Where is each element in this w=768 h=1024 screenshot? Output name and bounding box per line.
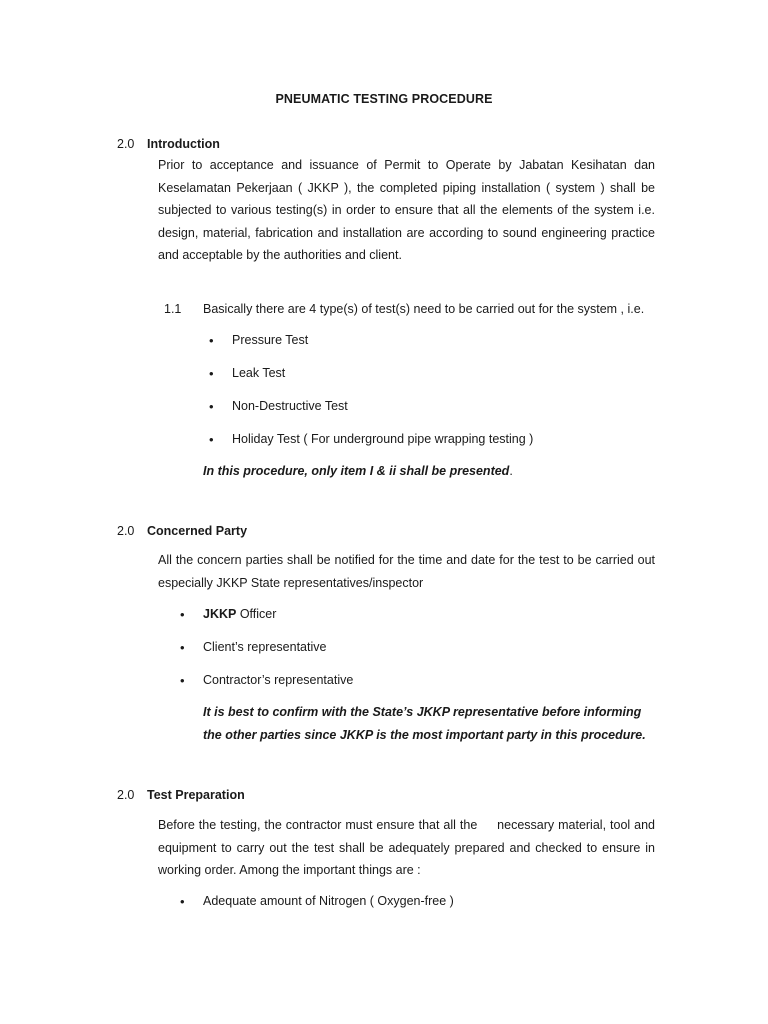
bullet-icon: •: [180, 673, 185, 688]
prep-paragraph: [158, 814, 655, 882]
bullet-icon: •: [209, 366, 214, 381]
bullet-icon: •: [209, 399, 214, 414]
bullet-icon: •: [209, 333, 214, 348]
party-line-2: especially JKKP State representatives/inspector: [158, 575, 424, 590]
party-line-1: All the concern parties shall be notified for the time and date for the test to be carried out: [158, 553, 655, 567]
subsection-number: 1.1: [164, 302, 182, 316]
test-type-label: Pressure Test: [232, 333, 309, 347]
party-item-bold: JKKP: [203, 607, 237, 621]
test-type-label: Non-Destructive Test: [232, 399, 348, 413]
subsection-text: Basically there are 4 type(s) of test(s) need to be carried out for the system , i.e.: [203, 302, 645, 316]
prep-item-text: Adequate amount of Nitrogen ( Oxygen-free ): [203, 894, 454, 908]
intro-note: [203, 460, 513, 483]
bullet-icon: •: [180, 894, 185, 909]
intro-paragraph: [158, 154, 655, 267]
document-title: PNEUMATIC TESTING PROCEDURE: [275, 92, 493, 106]
test-type-label: Holiday Test ( For underground pipe wrapping testing ): [232, 432, 534, 446]
party-item-text: Contractor’s representative: [203, 673, 354, 687]
bullet-icon: •: [180, 607, 185, 622]
prep-line-2: equipment to carry out the test shall be adequately prepared and checked to ensure in: [158, 840, 655, 855]
party-section-heading: Concerned Party: [147, 524, 248, 538]
party-item: [203, 607, 276, 621]
prep-section-number: 2.0: [117, 788, 135, 802]
intro-note-period: .: [509, 464, 513, 478]
party-note: [203, 701, 646, 746]
bullet-icon: •: [180, 640, 185, 655]
intro-note-text: In this procedure, only item I & ii shall be presented: [203, 464, 510, 478]
party-item-text: Officer: [236, 607, 277, 621]
prep-section-heading: Test Preparation: [147, 788, 245, 802]
prep-line-3: working order. Among the important things are :: [158, 863, 421, 877]
intro-line-4: design, material, fabrication and installation are according to sound engineering practice: [158, 225, 655, 240]
party-section-number: 2.0: [117, 524, 135, 538]
intro-line-3: subjected to various testing(s) in order to ensure that all the elements of the system i.e.: [158, 203, 655, 217]
intro-line-5: and acceptable by the authorities and client.: [158, 248, 402, 262]
intro-section-heading: Introduction: [147, 137, 220, 151]
prep-line-1: Before the testing, the contractor must ensure that all the necessary material, tool and: [158, 818, 655, 832]
intro-section-number: 2.0: [117, 137, 135, 151]
bullet-icon: •: [209, 432, 214, 447]
intro-line-2: Keselamatan Pekerjaan ( JKKP ), the completed piping installation ( system ) shall be: [158, 180, 655, 195]
party-paragraph: [158, 549, 655, 594]
party-note-line-1: It is best to confirm with the State’s JKKP representative before informing: [203, 705, 642, 719]
intro-line-1: Prior to acceptance and issuance of Permit to Operate by Jabatan Kesihatan dan: [158, 158, 655, 172]
party-note-line-2: the other parties since JKKP is the most important party in this procedure.: [203, 727, 646, 742]
party-item-text: Client’s representative: [203, 640, 327, 654]
test-type-label: Leak Test: [232, 366, 286, 380]
